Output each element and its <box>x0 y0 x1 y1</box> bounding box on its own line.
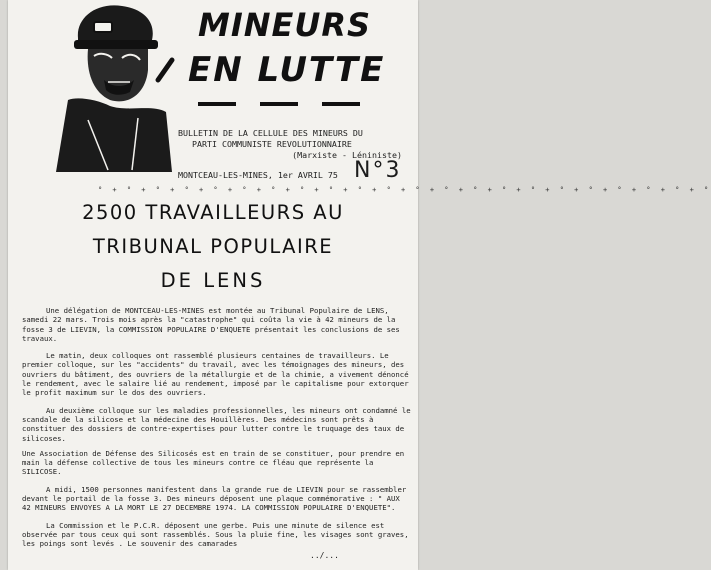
masthead-title-line2: EN LUTTE <box>188 50 386 90</box>
miner-illustration <box>48 0 178 172</box>
bulletin-page <box>8 0 711 570</box>
masthead-dash-rule <box>198 100 388 108</box>
article-body <box>22 306 412 557</box>
decorative-dot-rule: ° + ° + ° + ° + ° + ° + ° + ° + ° + ° + ° + ° + ° + ° + ° + ° + ° + ° + ° + ° + ° + ° <box>98 186 711 194</box>
paragraph-delegation: Une délégation de MONTCEAU-LES-MINES est montée au Tribunal Populaire de LENS, samedi 22 mars. Trois mois après la "catastrophe" qui coûta la vie à 42 mineurs de la fosse 3 de LIEVIN, la COMMISSION POPULAIRE D'ENQUETE présentait les conclusions de ses travaux. <box>22 306 400 343</box>
masthead-title-line1: MINEURS <box>198 6 372 44</box>
paragraph-silicose: Au deuxième colloque sur les maladies professionnelles, les mineurs ont condamné le scandale de la silicose et la médecine des Houillères. Des médecins sont prêts à constituer des dossiers de contre-expertises pour lutter contre le truquage des taux de silicoses. <box>22 405 411 443</box>
paragraph-association: Une Association de Défense des Silicosés est en train de se constituer, pour prendre en main la défense collective de tous les mineurs contre ce fléau que représente la SILICOSE. <box>22 448 405 477</box>
dateline: MONTCEAU-LES-MINES, 1er AVRIL 75 <box>178 170 338 180</box>
headline-line-3: DE LENS <box>160 269 266 292</box>
bulletin-line-2: PARTI COMMUNISTE REVOLUTIONNAIRE <box>192 139 352 149</box>
headline <box>8 196 418 298</box>
headline-line-1: 2500 TRAVAILLEURS AU <box>82 201 344 224</box>
bulletin-subtitle <box>178 128 418 161</box>
paragraph-manifestation: A midi, 1500 personnes manifestent dans la grande rue de LIEVIN pour se rassembler devant le portail de la fosse 3. Des mineurs déposent une plaque commémorative : " AUX 42 MINEURS ENVOYES A LA MORT LE 27 DECEMBRE 1974. LA COMMISSION POPULAIRE D'ENQUETE". <box>22 484 407 513</box>
bulletin-line-1: BULLETIN DE LA CELLULE DES MINEURS DU <box>178 128 363 138</box>
paragraph-gerbe: La Commission et le P.C.R. déposent une gerbe. Puis une minute de silence est observée par tous ceux qui sont rassemblés. Sous la pluie fine, les visages sont graves, les poings sont levés . Le souvenir des camarades <box>22 520 409 549</box>
bulletin-line-3: (Marxiste - Léniniste) <box>292 150 402 160</box>
paragraph-colloques: Le matin, deux colloques ont rassemblé plusieurs centaines de travailleurs. Le premier colloque, sur les "accidents" du travail, avec les témoignages des mineurs, des ouvriers du bâtiment, des ouvriers de la métallurgie et de la chimie, a vivement dénoncé le rendement, avec le salaire lié au rendement, imposé par le capitalisme pour extorquer le profit maximum sur le dos des ouvriers. <box>22 351 409 398</box>
issue-number: N°3 <box>354 158 402 183</box>
headline-line-2: TRIBUNAL POPULAIRE <box>92 235 334 258</box>
continuation-mark: ../... <box>310 551 339 560</box>
